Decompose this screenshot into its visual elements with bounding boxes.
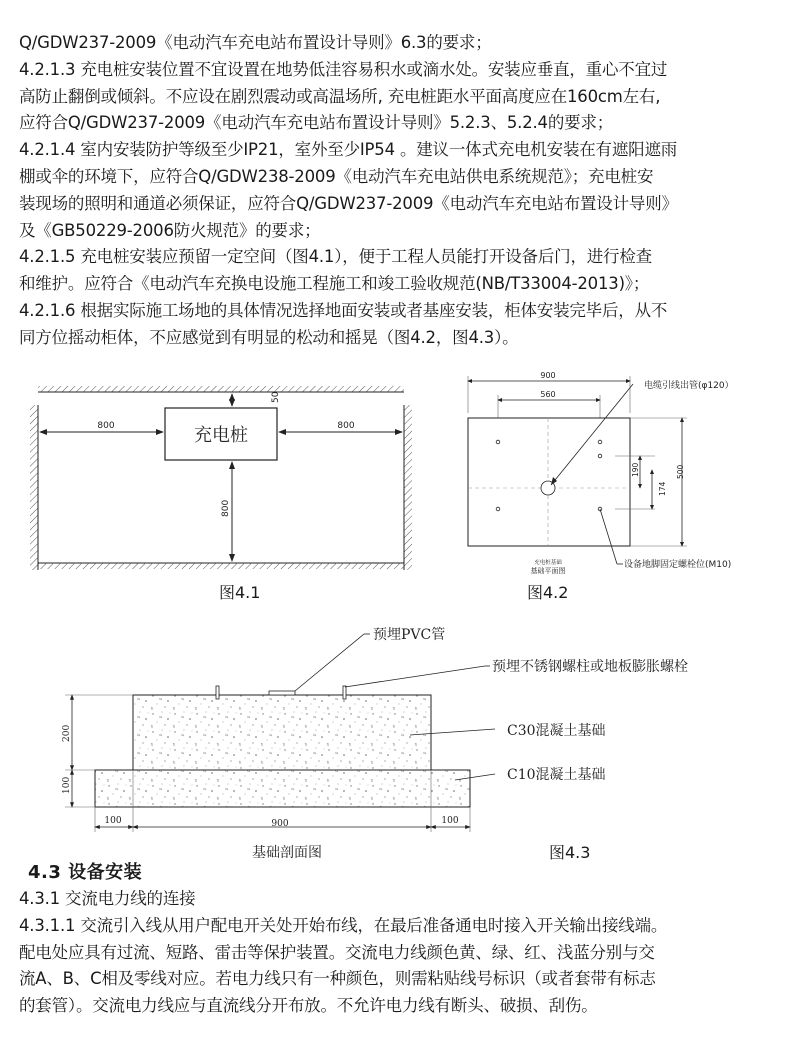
caption-4-2: 图4.2 [527, 583, 569, 602]
c30-label: C30混凝土基础 [507, 723, 606, 739]
top-wall [38, 386, 404, 392]
text-line: 4.2.1.5 充电桩安装应预留一定空间（图4.1），便于工程人员能打开设备后门，进行检查 [19, 247, 652, 267]
text-line: 4.2.1.4 室内安装防护等级至少IP21，室外至少IP54 。建议一体式充电机安装在有遮阳遮雨 [19, 140, 678, 160]
text-line: 和维护。应符合《电动汽车充换电设施工程施工和竣工验收规范(NB/T33004-2013)》； [19, 274, 650, 294]
bolt-hole [496, 440, 500, 444]
dim-100-vertical: 100 [62, 776, 72, 794]
text-line: 及《GB50229-2006防火规范》的要求； [19, 220, 321, 240]
bolt-hole [496, 507, 500, 511]
dim-100-right: 100 [441, 816, 459, 826]
section-text-block [19, 886, 779, 1020]
dim-900: 900 [271, 819, 289, 829]
embedded-bolt [343, 686, 346, 699]
right-wall [404, 405, 412, 570]
embedded-bolt [216, 686, 219, 699]
text-line: 4.3.1.1 交流引入线从用户配电开关处开始布线，在最后准备通电时接入开关输出接线端。 [19, 915, 668, 935]
text-line: 装现场的照明和通道必须保证，应符合Q/GDW237-2009《电动汽车充电站布置设计导则》 [19, 193, 678, 213]
text-line: 的套管）。交流电力线应与直流线分开布放。不允许电力线有断头、破损、刮伤。 [19, 996, 598, 1016]
cable-label: 电缆引线出管(φ120） [644, 381, 734, 391]
plan-small-label: 充电桩基础 [534, 560, 562, 566]
charger-box-label: 充电桩 [194, 425, 248, 446]
dim-500: 500 [676, 464, 685, 479]
dim-right: 800 [337, 421, 355, 431]
figure-4-1 [20, 370, 420, 590]
dim-top: 50 [271, 391, 281, 403]
text-line: 流A、B、C相及零线对应。若电力线只有一种颜色，则需粘贴线号标识（或者套带有标志 [19, 969, 656, 989]
dim-560: 560 [540, 390, 556, 399]
pvc-pipe [269, 691, 295, 695]
bolt-hole [598, 454, 602, 458]
text-line: 4.2.1.3 充电桩安装位置不宜设置在地势低洼容易积水或滴水处。安装应垂直，重心不宜过 [19, 59, 668, 79]
dim-174: 174 [658, 481, 667, 496]
text-line: 4.2.1.6 根据实际施工场地的具体情况选择地面安装或者基座安装，柜体安装完毕后，从不 [19, 300, 668, 320]
dim-190: 190 [631, 462, 640, 477]
bolt-label: 设备地脚固定螺栓位(M10) [624, 560, 732, 570]
dim-200: 200 [62, 724, 72, 742]
c30-block [133, 695, 431, 770]
c10-base [95, 770, 470, 807]
dim-900: 900 [540, 371, 556, 380]
text-line: 4.3.1 交流电力线的连接 [19, 889, 196, 908]
text-line: 配电处应具有过流、短路、雷击等保护装置。交流电力线颜色黄、绿、红、浅蓝分别与交 [19, 942, 655, 962]
text-line: Q/GDW237-2009《电动汽车充电站布置设计导则》6.3的要求； [19, 33, 492, 52]
caption-4-3: 图4.3 [549, 843, 591, 862]
top-text-block [19, 30, 779, 352]
plan-label: 基础平面图 [530, 567, 566, 575]
left-wall [30, 405, 38, 570]
dim-left: 800 [97, 421, 115, 431]
caption-4-1: 图4.1 [219, 583, 261, 602]
c10-label: C10混凝土基础 [507, 767, 606, 783]
text-line: 同方位摇动柜体，不应感觉到有明显的松动和摇晃（图4.2，图4.3）。 [19, 327, 519, 347]
bottom-wall [38, 563, 404, 569]
figure-4-2 [455, 368, 785, 578]
dim-100-left: 100 [104, 816, 122, 826]
bolt-label: 预埋不锈钢螺柱或地板膨胀螺栓 [492, 659, 688, 675]
text-line: 高防止翻倒或倾斜。不应设在剧烈震动或高温场所, 充电桩距水平面高度应在160cm左右, [19, 86, 661, 106]
figure-4-3 [40, 620, 780, 860]
section-heading: 4.3 设备安装 [28, 862, 143, 883]
bolt-hole [598, 440, 602, 444]
text-line: 应符合Q/GDW237-2009《电动汽车充电站布置设计导则》5.2.3、5.2.4的要求； [19, 113, 614, 133]
text-line: 棚或伞的环境下，应符合Q/GDW238-2009《电动汽车充电站供电系统规范》；充电桩安 [19, 166, 654, 186]
dim-bottom: 800 [221, 499, 231, 517]
pvc-label: 预埋PVC管 [373, 627, 446, 643]
section-label: 基础剖面图 [252, 845, 322, 860]
